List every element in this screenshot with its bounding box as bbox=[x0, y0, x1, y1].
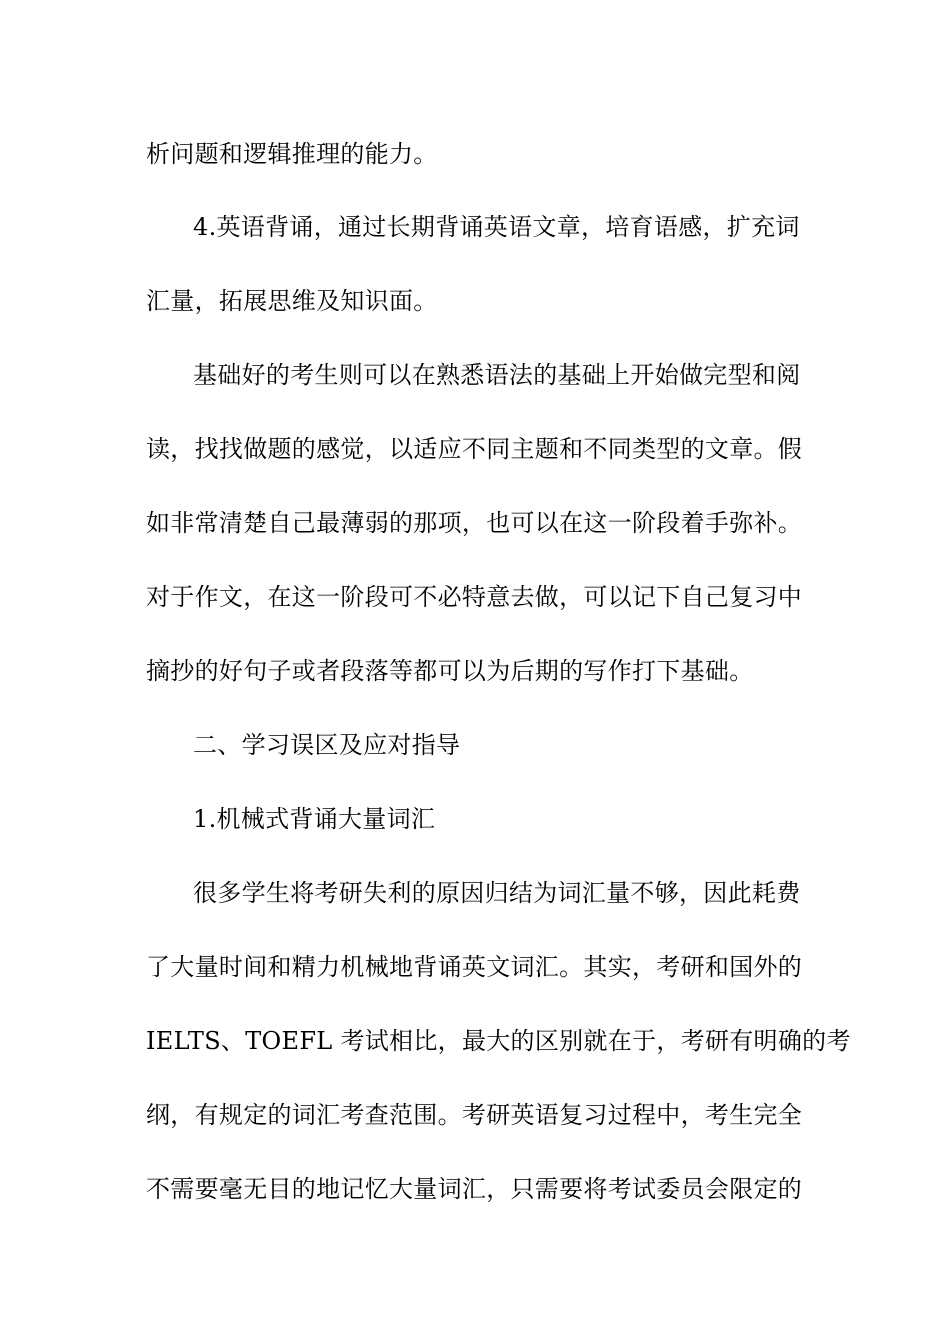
paragraph-line: 纲，有规定的词汇考查范围。考研英语复习过程中，考生完全 bbox=[146, 1101, 803, 1129]
paragraph-line: 4.英语背诵，通过长期背诵英语文章，培育语感，扩充词 bbox=[193, 213, 800, 241]
paragraph-line: 基础好的考生则可以在熟悉语法的基础上开始做完型和阅 bbox=[193, 361, 801, 389]
paragraph-line: 读，找找做题的感觉，以适应不同主题和不同类型的文章。假 bbox=[146, 435, 803, 463]
paragraph-line: 如非常清楚自己最薄弱的那项，也可以在这一阶段着手弥补。 bbox=[146, 509, 803, 537]
paragraph-line: 了大量时间和精力机械地背诵英文词汇。其实，考研和国外的 bbox=[146, 953, 803, 981]
subsection-heading: 1.机械式背诵大量词汇 bbox=[193, 805, 436, 833]
paragraph-line: 析问题和逻辑推理的能力。 bbox=[146, 140, 438, 168]
section-heading: 二、学习误区及应对指导 bbox=[193, 731, 461, 759]
paragraph-line: 摘抄的好句子或者段落等都可以为后期的写作打下基础。 bbox=[146, 657, 754, 685]
paragraph-line: 不需要毫无目的地记忆大量词汇，只需要将考试委员会限定的 bbox=[146, 1175, 803, 1203]
paragraph-line: 汇量，拓展思维及知识面。 bbox=[146, 287, 438, 315]
paragraph-line: 对于作文，在这一阶段可不必特意去做，可以记下自己复习中 bbox=[146, 583, 803, 611]
paragraph-line: IELTS、TOEFL 考试相比，最大的区别就在于，考研有明确的考 bbox=[146, 1027, 851, 1055]
paragraph-line: 很多学生将考研失利的原因归结为词汇量不够，因此耗费 bbox=[193, 879, 801, 907]
